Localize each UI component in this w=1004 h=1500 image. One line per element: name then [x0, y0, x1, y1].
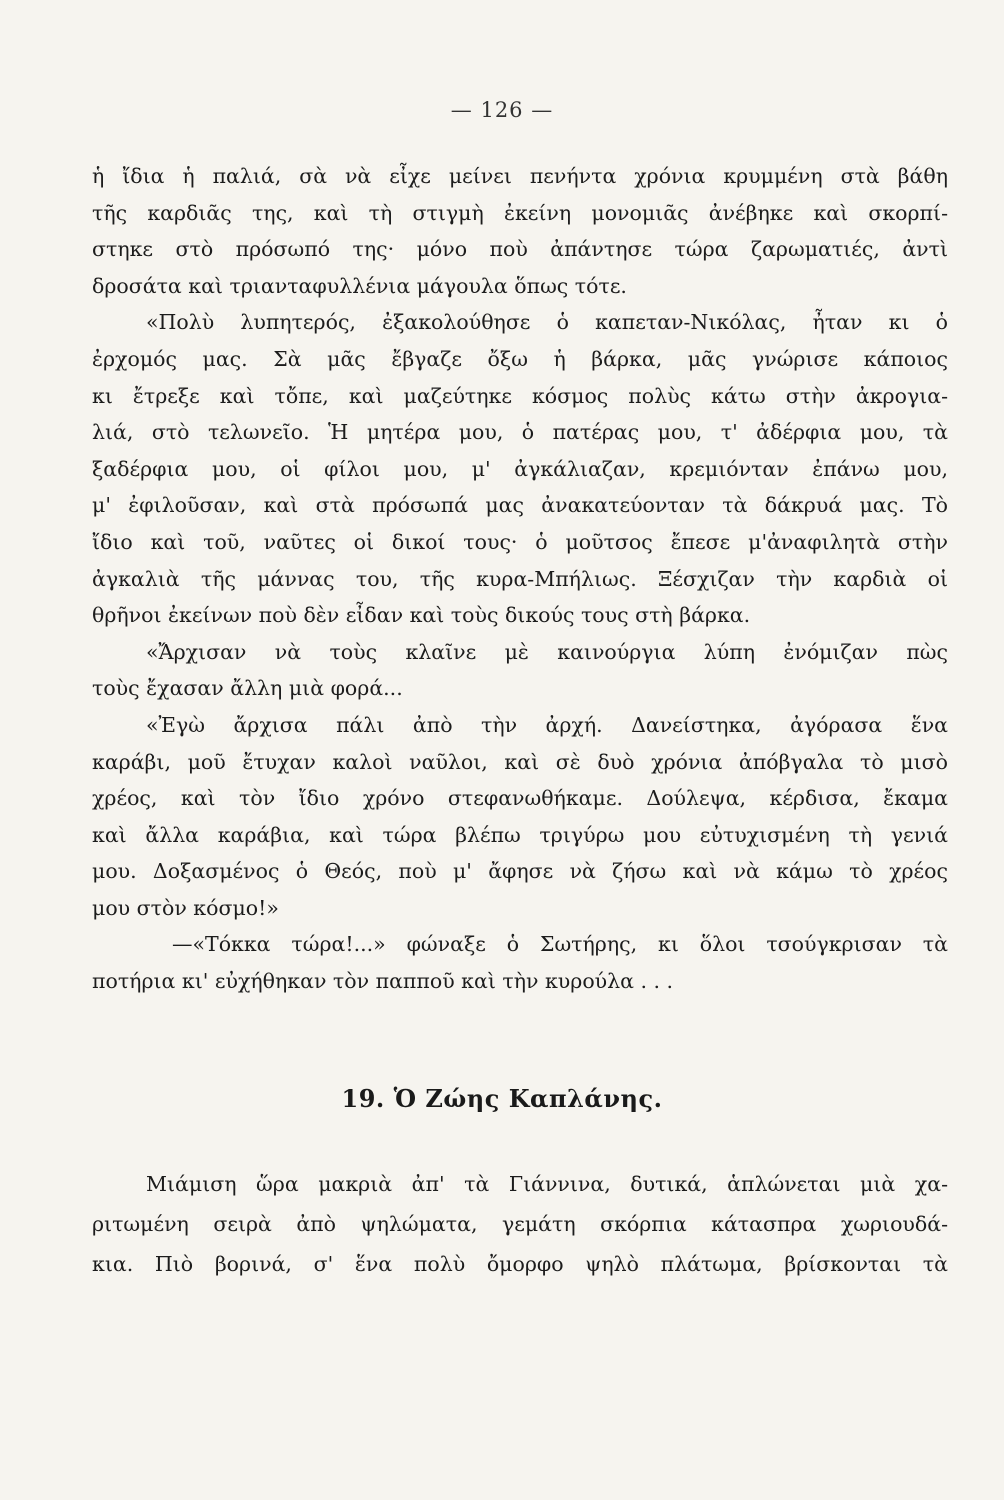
text-line: μ' ἐφιλοῦσαν, καὶ στὰ πρόσωπά μας ἀνακατεύονταν τὰ δάκρυά μας. Τὸ [92, 493, 948, 518]
text-line: ἡ ἴδια ἡ παλιά, σὰ νὰ εἶχε μείνει πενήντα χρόνια κρυμμένη στὰ βάθη [92, 164, 948, 188]
text-line: «Ἄρχισαν νὰ τοὺς κλαῖνε μὲ καινούργια λύπη ἐνόμιζαν πὼς [146, 639, 948, 664]
text-line: ἴδιο καὶ τοῦ, ναῦτες οἱ δικοί τους· ὁ μοῦτσος ἔπεσε μ'ἀναφιλητὰ στὴν [92, 529, 948, 554]
text-line: μου στὸν κόσμο!» [92, 895, 279, 920]
text-line: ριτωμένη σειρὰ ἀπὸ ψηλώματα, γεμάτη σκόρπια κάτασπρα χωριουδά- [92, 1212, 948, 1236]
text-line: θρῆνοι ἐκείνων ποὺ δὲν εἶδαν καὶ τοὺς δικούς τους στὴ βάρκα. [92, 603, 751, 628]
text-line: τοὺς ἔχασαν ἄλλη μιὰ φορά... [92, 676, 403, 701]
section-heading: 19. Ὁ Ζώης Καπλάνης. [341, 1084, 663, 1113]
text-line: καράβι, μοῦ ἔτυχαν καλοὶ ναῦλοι, καὶ σὲ δυὸ χρόνια ἀπόβγαλα τὸ μισὸ [92, 749, 948, 774]
page-number: — 126 — [450, 98, 554, 122]
text-line: κια. Πιὸ βορινά, σ' ἕνα πολὺ ὄμορφο ψηλὸ πλάτωμα, βρίσκονται τὰ [92, 1252, 948, 1276]
text-line: χρέος, καὶ τὸν ἴδιο χρόνο στεφανωθήκαμε. Δούλεψα, κέρδισα, ἔκαμα [92, 786, 948, 811]
text-line: «Πολὺ λυπητερός, ἐξακολούθησε ὁ καπεταν-Νικόλας, ἦταν κι ὁ [146, 310, 948, 335]
text-line: τῆς καρδιᾶς της, καὶ τὴ στιγμὴ ἐκείνη μονομιᾶς ἀνέβηκε καὶ σκορπί- [92, 200, 948, 225]
text-line: λιά, στὸ τελωνεῖο. Ἡ μητέρα μου, ὁ πατέρας μου, τ' ἀδέρφια μου, τὰ [92, 420, 948, 445]
text-line: ξαδέρφια μου, οἱ φίλοι μου, μ' ἀγκάλιαζαν, κρεμιόνταν ἐπάνω μου, [92, 456, 948, 481]
text-line: «Ἐγὼ ἄρχισα πάλι ἀπὸ τὴν ἀρχή. Δανείστηκα, ἀγόρασα ἕνα [146, 712, 948, 737]
text-line: καὶ ἄλλα καράβια, καὶ τώρα βλέπω τριγύρω μου εὐτυχισμένη τὴ γενιά [92, 822, 948, 847]
chapter-text [92, 158, 948, 1000]
text-line: κι ἔτρεξε καὶ τὄπε, καὶ μαζεύτηκε κόσμος πολὺς κάτω στὴν ἀκρογια- [92, 383, 948, 408]
text-line: ἐρχομός μας. Σὰ μᾶς ἔβγαζε ὄξω ἡ βάρκα, μᾶς γνώρισε κάποιος [92, 346, 948, 371]
text-line: Μιάμιση ὥρα μακριὰ ἀπ' τὰ Γιάννινα, δυτικά, ἁπλώνεται μιὰ χα- [146, 1172, 948, 1196]
text-line: δροσάτα καὶ τριανταφυλλένια μάγουλα ὅπως τότε. [92, 273, 627, 298]
text-line: ἀγκαλιὰ τῆς μάννας του, τῆς κυρα-Μπήλιως. Ξέσχιζαν τὴν καρδιὰ οἱ [92, 566, 948, 591]
text-line: μου. Δοξασμένος ὁ Θεός, ποὺ μ' ἄφησε νὰ ζήσω καὶ νὰ κάμω τὸ χρέος [92, 859, 948, 884]
text-line: —«Τόκκα τώρα!...» φώναξε ὁ Σωτήρης, κι ὅλοι τσούγκρισαν τὰ [172, 932, 948, 957]
section-text [92, 1164, 948, 1284]
text-line: ποτήρια κι' εὐχήθηκαν τὸν παπποῦ καὶ τὴν κυρούλα . . . [92, 969, 674, 994]
text-line: στηκε στὸ πρόσωπό της· μόνο ποὺ ἀπάντησε τώρα ζαρωματιές, ἀντὶ [92, 237, 948, 262]
